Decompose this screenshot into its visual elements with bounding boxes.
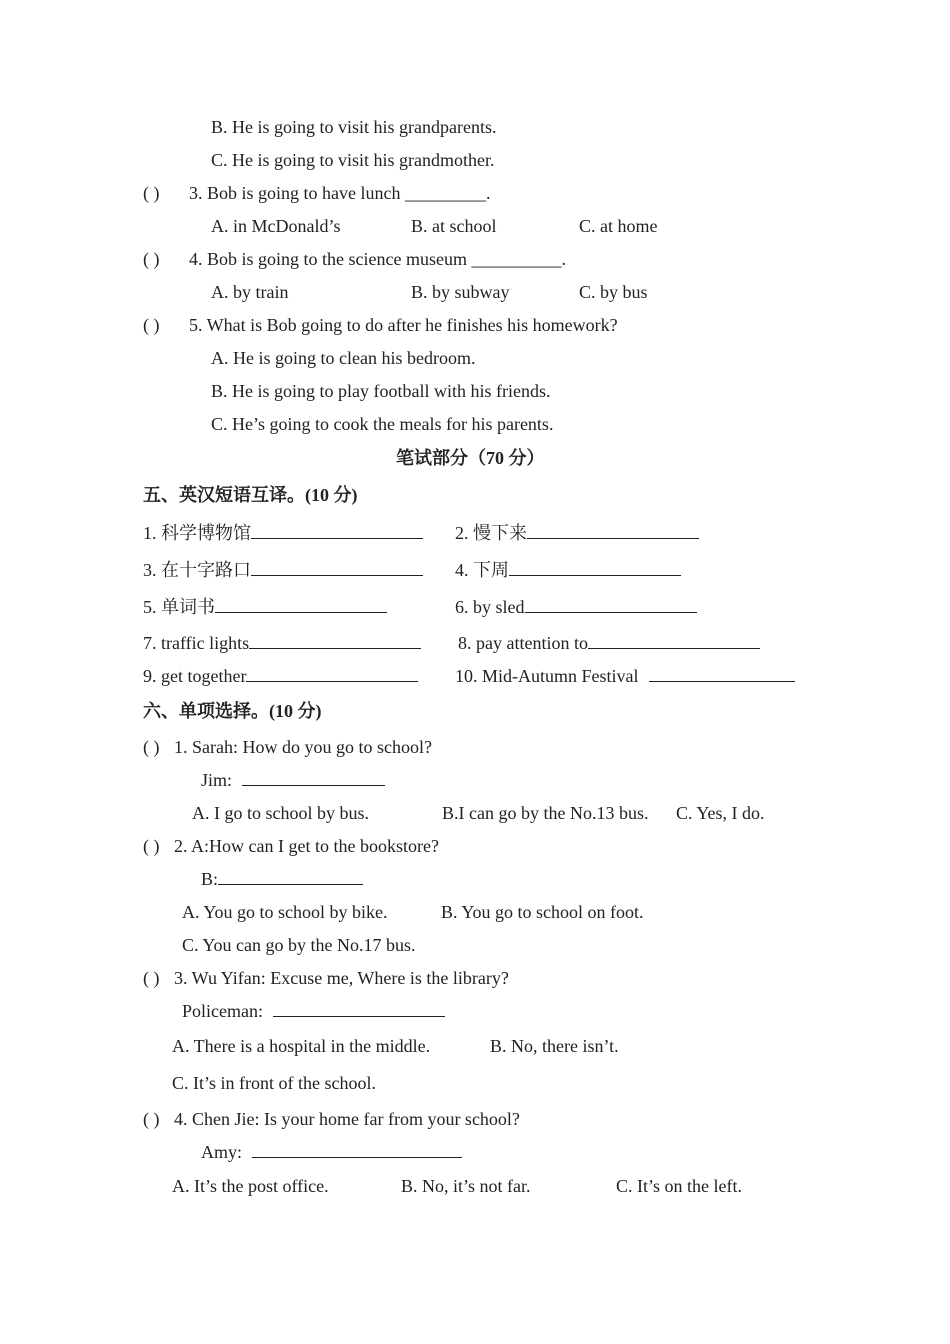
dialog-answer: Jim:: [201, 769, 385, 791]
question-stem: 4. Bob is going to the science museum __________.: [189, 249, 566, 269]
phrase-item: 4. 下周: [455, 559, 681, 581]
answer-blank[interactable]: [527, 522, 699, 539]
question-stem: 4. Chen Jie: Is your home far from your school?: [174, 1109, 520, 1129]
option-text: B. at school: [411, 216, 497, 236]
answer-bracket[interactable]: ( ): [143, 249, 160, 269]
answer-bracket[interactable]: ( ): [143, 183, 160, 203]
option-text: B. No, there isn’t.: [490, 1036, 619, 1056]
answer-blank[interactable]: [273, 1000, 445, 1017]
option-text: C. Yes, I do.: [676, 803, 765, 823]
answer-blank[interactable]: [509, 559, 681, 576]
option-text: C. by bus: [579, 282, 648, 302]
option-text: A. I go to school by bus.: [192, 803, 369, 823]
answer-blank[interactable]: [215, 596, 387, 613]
option-text: B. He is going to visit his grandparents.: [211, 117, 497, 137]
dialog-answer: B:: [201, 868, 363, 890]
answer-bracket[interactable]: ( ): [143, 315, 160, 335]
option-text: C. He is going to visit his grandmother.: [211, 150, 495, 170]
answer-blank[interactable]: [218, 868, 363, 885]
answer-blank[interactable]: [251, 559, 423, 576]
question-stem: 2. A:How can I get to the bookstore?: [174, 836, 439, 856]
phrase-item: 9. get together: [143, 665, 418, 687]
option-text: C. It’s in front of the school.: [172, 1073, 376, 1093]
answer-blank[interactable]: [588, 632, 760, 649]
answer-bracket[interactable]: ( ): [143, 836, 160, 856]
answer-bracket[interactable]: ( ): [143, 737, 160, 757]
section-six-title: 六、单项选择。(10 分): [143, 701, 322, 721]
phrase-item: 6. by sled: [455, 596, 697, 618]
answer-blank[interactable]: [252, 1141, 462, 1158]
option-text: B. by subway: [411, 282, 510, 302]
option-text: A. by train: [211, 282, 289, 302]
question-stem: 3. Wu Yifan: Excuse me, Where is the library?: [174, 968, 509, 988]
option-text: C. He’s going to cook the meals for his parents.: [211, 414, 554, 434]
dialog-answer: Policeman:: [182, 1000, 445, 1022]
option-text: C. at home: [579, 216, 658, 236]
answer-blank[interactable]: [249, 632, 421, 649]
question-stem: 3. Bob is going to have lunch _________.: [189, 183, 491, 203]
option-text: A. It’s the post office.: [172, 1176, 329, 1196]
phrase-item: 2. 慢下来: [455, 522, 699, 544]
answer-bracket[interactable]: ( ): [143, 968, 160, 988]
option-text: A. You go to school by bike.: [182, 902, 388, 922]
option-text: B. You go to school on foot.: [441, 902, 644, 922]
phrase-item: 1. 科学博物馆: [143, 522, 423, 544]
option-text: B. No, it’s not far.: [401, 1176, 531, 1196]
dialog-answer: Amy:: [201, 1141, 462, 1163]
option-text: C. You can go by the No.17 bus.: [182, 935, 416, 955]
answer-blank[interactable]: [246, 665, 418, 682]
phrase-item: 5. 单词书: [143, 596, 387, 618]
phrase-item: 10. Mid-Autumn Festival: [455, 665, 795, 687]
answer-bracket[interactable]: ( ): [143, 1109, 160, 1129]
section-five-title: 五、英汉短语互译。(10 分): [143, 485, 358, 505]
phrase-item: 3. 在十字路口: [143, 559, 423, 581]
question-stem: 1. Sarah: How do you go to school?: [174, 737, 432, 757]
phrase-item: 8. pay attention to: [458, 632, 760, 654]
answer-blank[interactable]: [649, 665, 795, 682]
answer-blank[interactable]: [525, 596, 697, 613]
option-text: C. It’s on the left.: [616, 1176, 742, 1196]
option-text: A. in McDonald’s: [211, 216, 341, 236]
option-text: B.I can go by the No.13 bus.: [442, 803, 649, 823]
answer-blank[interactable]: [242, 769, 385, 786]
option-text: A. There is a hospital in the middle.: [172, 1036, 431, 1056]
phrase-item: 7. traffic lights: [143, 632, 421, 654]
option-text: B. He is going to play football with his friends.: [211, 381, 551, 401]
option-text: A. He is going to clean his bedroom.: [211, 348, 476, 368]
question-stem: 5. What is Bob going to do after he finishes his homework?: [189, 315, 618, 335]
written-part-title: 笔试部分（70 分）: [396, 448, 545, 468]
answer-blank[interactable]: [251, 522, 423, 539]
